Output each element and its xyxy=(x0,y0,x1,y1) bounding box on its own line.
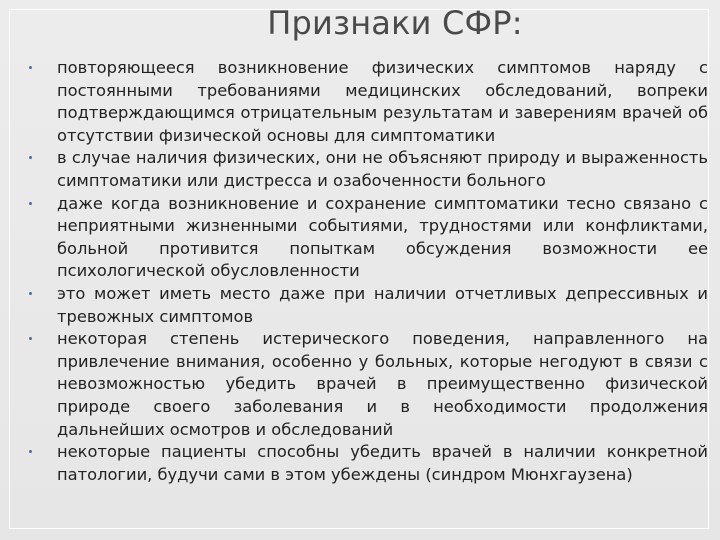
list-item-text: даже когда возникновение и сохранение симптоматики тесно связано с неприятными жизненными событиями, трудностями или конфликтами, больной противится попыткам обсуждения возможности ее психологической обусловленности xyxy=(57,193,708,281)
bullet-dot-icon xyxy=(29,337,32,340)
bullet-dot-icon xyxy=(29,450,32,453)
list-item-text: это может иметь место даже при наличии отчетливых депрессивных и тревожных симптомов xyxy=(57,283,708,326)
bullet-dot-icon xyxy=(29,292,32,295)
bullet-dot-icon xyxy=(29,156,32,159)
slide-title xyxy=(0,4,720,42)
list-item xyxy=(28,193,708,283)
bullet-dot-icon xyxy=(29,202,32,205)
list-item-text: некоторые пациенты способны убедить врачей в наличии конкретной патологии, будучи сами в этом убеждены (синдром Мюнхгаузена) xyxy=(57,442,708,484)
list-item-text: повторяющееся возникновение физических симптомов наряду с постоянными требованиями медицинских обследований, вопреки подтверждающимся отрицательным результатам и заверениям врачей об отсутствии физической основы для симптоматики xyxy=(57,58,708,145)
list-item xyxy=(28,328,708,441)
list-item xyxy=(28,147,708,192)
bullet-list xyxy=(28,57,708,486)
slide-title-text: Признаки СФР: xyxy=(267,4,523,42)
list-item xyxy=(28,57,708,147)
list-item-text: некоторая степень истерического поведения, направленного на привлечение внимания, особенно у больных, которые негодуют в связи с невозможностью убедить врачей в преимущественно физической природе своего заболевания и в необходимости продолжения дальнейших осмотров и обследований xyxy=(57,329,708,439)
bullet-dot-icon xyxy=(29,66,32,69)
list-item xyxy=(28,283,708,328)
list-item-text: в случае наличия физических, они не объясняют природу и выраженность симптоматики или дистресса и озабоченности больного xyxy=(57,148,708,190)
list-item xyxy=(28,441,708,486)
